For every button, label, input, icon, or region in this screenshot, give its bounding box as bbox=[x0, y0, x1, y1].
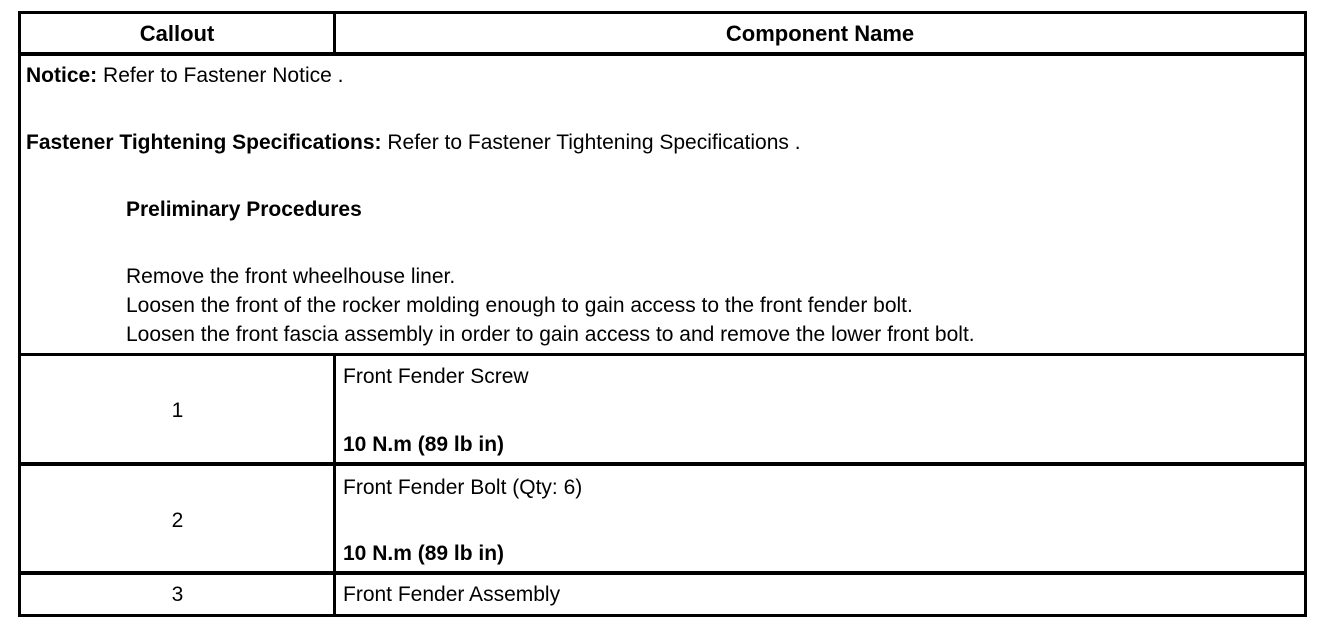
row-divider bbox=[18, 571, 1307, 575]
row-component-name: Front Fender Screw bbox=[343, 365, 529, 388]
header-callout: Callout bbox=[139, 21, 215, 46]
column-divider bbox=[333, 356, 336, 614]
procedure-step: Loosen the front of the rocker molding enough to gain access to the front fender bolt. bbox=[126, 294, 913, 317]
preliminary-heading: Preliminary Procedures bbox=[126, 198, 362, 221]
row-component-name: Front Fender Bolt (Qty: 6) bbox=[343, 476, 583, 499]
notice-text: Refer to Fastener Notice . bbox=[97, 64, 344, 87]
row-torque-spec: 10 N.m (89 lb in) bbox=[343, 433, 505, 456]
fastener-spec-label: Fastener Tightening Specifications: bbox=[26, 131, 382, 154]
notice-line bbox=[26, 64, 343, 88]
row-divider bbox=[18, 462, 1307, 466]
notice-label: Notice: bbox=[26, 64, 98, 87]
row-callout: 1 bbox=[171, 399, 184, 422]
procedure-step: Loosen the front fascia assembly in order to gain access to and remove the lower front bolt. bbox=[126, 323, 975, 346]
row-callout: 3 bbox=[171, 583, 184, 606]
fastener-spec-line bbox=[26, 131, 801, 155]
header-component-name: Component Name bbox=[725, 21, 915, 46]
row-callout: 2 bbox=[171, 509, 184, 532]
procedure-step: Remove the front wheelhouse liner. bbox=[126, 265, 456, 288]
fastener-spec-text: Refer to Fastener Tightening Specifications . bbox=[381, 131, 801, 154]
notes-divider bbox=[18, 353, 1307, 356]
row-torque-spec: 10 N.m (89 lb in) bbox=[343, 542, 505, 565]
row-component-name: Front Fender Assembly bbox=[343, 583, 561, 606]
notes-block bbox=[26, 56, 1296, 353]
